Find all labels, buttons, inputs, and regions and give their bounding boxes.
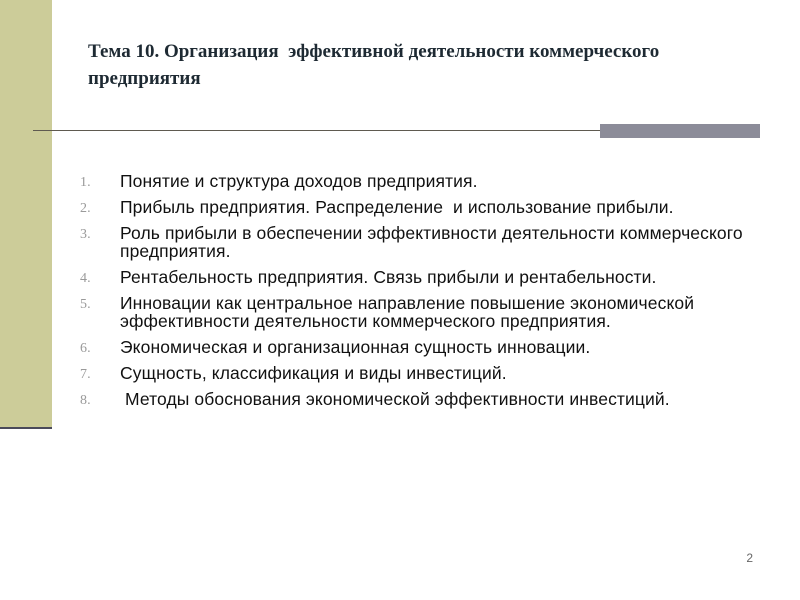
agenda-item-2 [80,198,760,216]
item-number: 2. [80,201,91,216]
agenda-item-4 [80,268,760,286]
item-number: 7. [80,367,91,382]
item-number: 8. [80,393,91,408]
item-text: Понятие и структура доходов предприятия. [120,171,478,191]
left-accent-bar-edge [0,427,52,429]
item-number: 5. [80,297,91,312]
left-accent-bar [0,0,52,427]
agenda-item-1 [80,172,760,190]
agenda-item-5 [80,294,760,330]
agenda-item-7 [80,364,760,382]
item-text: Экономическая и организационная сущность инновации. [120,337,591,357]
agenda-item-8 [80,390,760,408]
title-divider-block [600,124,760,138]
agenda-list [80,172,760,416]
page-number: 2 [746,551,753,565]
item-number: 1. [80,175,91,190]
item-number: 3. [80,227,91,242]
item-text: Инновации как центральное направление повышение экономической эффективности деятельности коммерческого предприятия. [120,293,700,331]
item-text: Прибыль предприятия. Распределение и использование прибыли. [120,197,674,217]
item-number: 4. [80,271,91,286]
title-divider-line [33,130,600,131]
agenda-item-6 [80,338,760,356]
slide-title: Тема 10. Организация эффективной деятельности коммерческого предприятия [88,41,664,89]
item-text: Методы обоснования экономической эффективности инвестиций. [120,389,670,409]
item-text: Роль прибыли в обеспечении эффективности деятельности коммерческого предприятия. [120,223,748,261]
agenda-item-3 [80,224,760,260]
item-text: Рентабельность предприятия. Связь прибыли и рентабельности. [120,267,657,287]
item-number: 6. [80,341,91,356]
item-text: Сущность, классификация и виды инвестиций. [120,363,507,383]
